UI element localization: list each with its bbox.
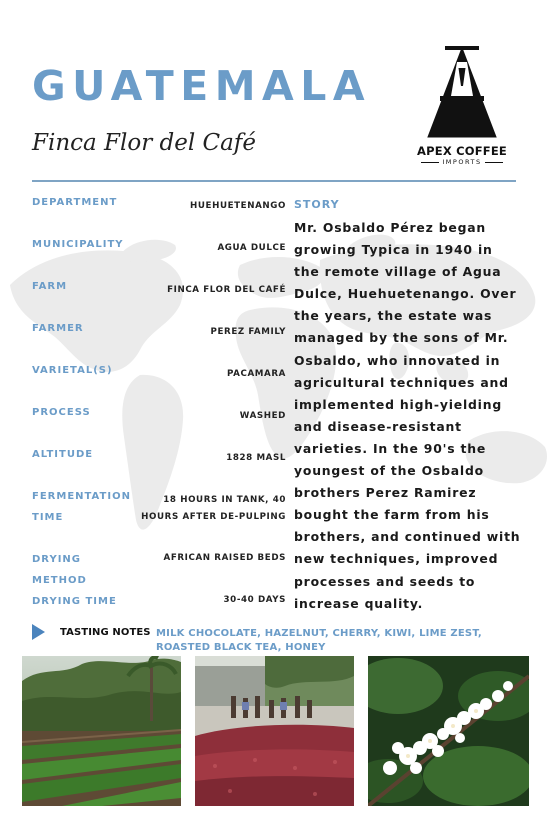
spec-value: FINCA FLOR DEL CAFÉ: [167, 285, 286, 295]
spec-label-continued: TIME: [32, 512, 64, 523]
spec-label: DEPARTMENT: [32, 197, 118, 208]
logo-tagline: IMPORTS: [412, 159, 512, 166]
spec-label: FARM: [32, 281, 68, 292]
spec-value: 1828 MASL: [226, 453, 286, 463]
story-text: Mr. Osbaldo Pérez began growing Typica in 1940 in the remote village of Agua Dulce, Huehuetenango. Over the years, the estate was managed by the sons of Mr. Osbaldo, who innovated in agricultural techniques and implemented high-yielding and disease-resistant varieties. In the 90's the youngest of the Osbaldo brothers Perez Ramirez bought the farm from his brothers, and continued with new techniques, improved processes and seeds to increase quality.: [294, 220, 521, 611]
play-arrow-icon: [32, 624, 45, 640]
spec-label: DRYING METHOD: [32, 554, 87, 586]
spec-value: PACAMARA: [227, 369, 286, 379]
spec-label: FERMENTATION: [32, 491, 131, 502]
tasting-notes-label: TASTING NOTES: [60, 627, 151, 638]
spec-label: PROCESS: [32, 407, 91, 418]
spec-label: VARIETAL(S): [32, 365, 113, 376]
logo-brand-name: APEX COFFEE: [417, 144, 507, 158]
spec-label: ALTITUDE: [32, 449, 94, 460]
spec-label: MUNICIPALITY: [32, 239, 124, 250]
spec-value: WASHED: [239, 411, 286, 421]
photo-coffee-plantation: [22, 656, 181, 806]
photo-drying-patio: [195, 656, 354, 806]
spec-value: PEREZ FAMILY: [210, 327, 286, 337]
spec-value-continued: HOURS AFTER DE-PULPING: [141, 512, 286, 522]
spec-value: 18 HOURS IN TANK, 40: [163, 495, 286, 505]
photo-coffee-blossoms: [368, 656, 529, 806]
spec-value: 30-40 DAYS: [223, 595, 286, 605]
spec-value: AGUA DULCE: [217, 243, 286, 253]
spec-value: AFRICAN RAISED BEDS: [163, 553, 286, 563]
header-divider: [32, 180, 516, 182]
spec-label: FARMER: [32, 323, 84, 334]
story-heading: STORY: [294, 198, 340, 211]
farm-subtitle: Finca Flor del Café: [32, 130, 256, 156]
spec-label: DRYING TIME: [32, 596, 117, 607]
tasting-notes-text: MILK CHOCOLATE, HAZELNUT, CHERRY, KIWI, LIME ZEST, ROASTED BLACK TEA, HONEY: [156, 628, 482, 653]
page-title: GUATEMALA: [32, 62, 372, 110]
spec-value: HUEHUETENANGO: [190, 201, 286, 211]
